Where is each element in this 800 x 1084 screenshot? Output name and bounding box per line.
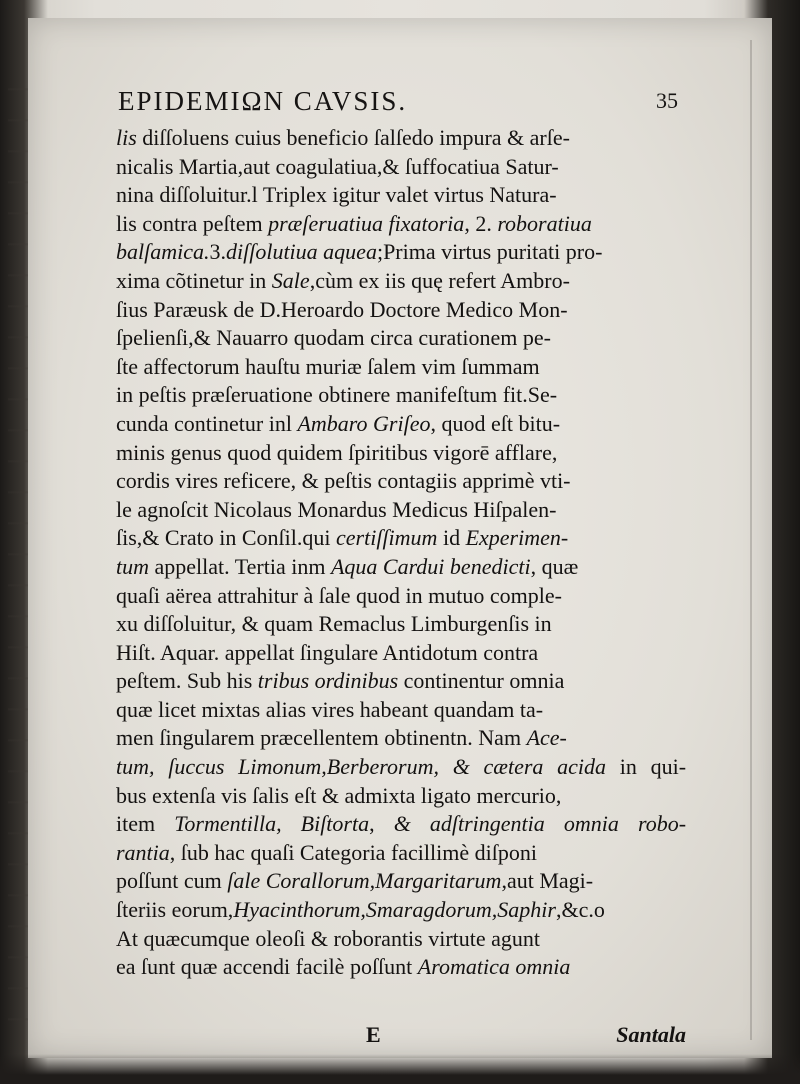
italic-run: lis: [116, 125, 137, 150]
text-run: xu diſſoluitur, & quam Remaclus Limburgenſis in: [116, 611, 552, 637]
text-run: de D.Heroardo Doctore Medico Mon-: [227, 296, 568, 322]
binding-gutter: [8, 60, 30, 1040]
text-run: cordis vires reficere, & peſtis contagiis apprimè vti-: [116, 468, 571, 494]
text-run: n: [456, 725, 468, 751]
text-run: poſſunt cum: [116, 868, 228, 894]
text-line: [116, 439, 686, 468]
text-line: [116, 181, 686, 210]
text-run: k: [216, 296, 228, 322]
running-header: [118, 86, 678, 122]
italic-run: Hyacinthorum,Smaragdorum,Saphir: [233, 897, 556, 923]
text-run: l: [285, 410, 292, 436]
body-text: [116, 124, 686, 982]
text-run: nicalis Martia,aut coagulatiua,& ſuffocatiua Satur-: [116, 153, 559, 179]
text-line: [116, 467, 686, 496]
page-edge: [750, 40, 752, 1040]
italic-run: tribus ordinibus: [257, 668, 399, 694]
italic-run: ſale Corallorum,Margaritarum: [227, 868, 502, 894]
text-line: [116, 410, 686, 439]
text-run: appellat. Tertia in: [149, 553, 309, 579]
text-line: [116, 753, 686, 782]
page-number: 35: [656, 88, 678, 113]
running-title: EPIDEMIΩN CAVSIS.: [118, 86, 408, 116]
text-run: Hiſt. Aquar. appellat ſingulare Antidotum contra: [116, 639, 539, 665]
text-run: o: [593, 897, 605, 923]
text-run: ſte affectorum hauſtu muriæ ſalem vim ſummam: [116, 353, 540, 379]
text-run: m: [308, 553, 326, 579]
text-line: [116, 782, 686, 811]
text-run: At quæcumque oleoſi & roborantis virtute agunt: [116, 925, 541, 951]
text-run: 3.: [209, 239, 226, 265]
text-line: [116, 324, 686, 353]
page-footer: [116, 1022, 686, 1050]
text-run: ſius Paræus: [116, 296, 217, 322]
text-line: [116, 867, 686, 896]
text-line: [116, 353, 686, 382]
text-run: ;Prima virtus puritati pro-: [376, 239, 603, 265]
text-run: peſtem. Sub his: [116, 668, 258, 694]
text-run: bus extenſa vis ſalis eſt & admixta ligato mercurio,: [116, 782, 562, 808]
text-run: . Nam: [467, 725, 527, 751]
text-run: in peſtis præſeruatione obtinere manifeſtum fit.Se-: [116, 382, 558, 408]
italic-run: balſamica.: [116, 239, 210, 265]
text-line: [116, 667, 686, 696]
text-run: , ſub hac quaſi Categoria facillimè diſponi: [169, 839, 537, 865]
italic-run: Sale: [271, 267, 310, 293]
text-run: l: [251, 182, 258, 208]
text-line: [116, 839, 686, 868]
text-line: [116, 582, 686, 611]
text-line: [116, 496, 686, 525]
text-line: [116, 153, 686, 182]
text-line: [116, 210, 686, 239]
signature-mark: E: [366, 1022, 381, 1047]
italic-run: Aromatica omnia: [417, 954, 571, 980]
text-run: diſſoluens cuius beneficio ſalſedo impura & arſe-: [136, 125, 570, 150]
italic-run: & adſtringentia omnia robo-: [393, 811, 686, 837]
italic-run: Experimen-: [465, 525, 569, 551]
text-run: , 2.: [464, 210, 498, 236]
text-run: in qui-: [606, 754, 686, 780]
text-run: lis contra peſtem: [116, 210, 269, 236]
text-run: ea ſunt quæ accendi facilè poſſunt: [116, 954, 418, 980]
text-line: [116, 124, 686, 153]
text-line: [116, 524, 686, 553]
text-line: [116, 381, 686, 410]
italic-run: rantia: [116, 839, 170, 865]
italic-run: certiſſimum: [336, 525, 438, 551]
italic-run: roboratiua: [497, 210, 592, 236]
text-run: ,: [369, 811, 394, 837]
text-line: [116, 296, 686, 325]
text-run: id: [437, 525, 466, 551]
italic-run: Tormentilla, Biſtorta: [174, 811, 370, 837]
italic-run: Ace-: [526, 725, 567, 751]
text-run: ,&c.: [555, 897, 594, 923]
italic-run: diſſolutiua aquea: [226, 239, 377, 265]
italic-run: præſeruatiua fixatoria: [268, 210, 465, 236]
text-line: [116, 610, 686, 639]
text-run: continentur omnia: [398, 668, 565, 694]
text-run: , quod eſt bitu-: [430, 410, 561, 436]
text-run: quæ licet mixtas alias vires habeant quandam ta-: [116, 696, 544, 722]
text-line: [116, 639, 686, 668]
text-run: ,cùm ex iis quę refert Ambro-: [309, 267, 570, 293]
text-run: xima cõtinetur in: [116, 267, 272, 293]
text-line: [116, 896, 686, 925]
italic-run: Aqua Cardui benedicti: [330, 553, 531, 579]
text-run: minis genus quod quidem ſpiritibus vigorē afflare,: [116, 439, 558, 465]
catchword: Santala: [616, 1022, 686, 1047]
italic-run: Ambaro Griſeo: [297, 410, 431, 436]
text-line: [116, 953, 686, 982]
text-run: ſpelienſi,& Nauarro quodam circa curationem pe-: [116, 325, 551, 351]
text-run: ſteriis eorum,: [116, 897, 234, 923]
text-run: Triplex igitur valet virtus Natura-: [257, 182, 557, 208]
text-run: ſis,& Crato in Conſil.qui: [116, 525, 337, 551]
text-run: quaſi aërea attrahitur à ſale quod in mutuo comple-: [116, 582, 562, 608]
text-run: le agnoſcit Nicolaus Monardus Medicus Hiſpalen-: [116, 496, 557, 522]
text-line: [116, 925, 686, 954]
text-line: [116, 724, 686, 753]
text-run: item: [116, 811, 175, 837]
italic-run: tum: [116, 553, 149, 579]
text-line: [116, 553, 686, 582]
bottom-shadow: [0, 1054, 800, 1084]
text-line: [116, 810, 686, 839]
italic-run: tum, ſuccus Limonum,Berberorum, & cætera acida: [116, 754, 607, 780]
text-line: [116, 696, 686, 725]
text-run: ,aut Magi-: [501, 868, 594, 894]
text-run: cunda continetur in: [116, 410, 286, 436]
text-line: [116, 238, 686, 267]
text-line: [116, 267, 686, 296]
text-run: nina diſſoluitur.: [116, 182, 252, 208]
text-run: men ſingularem præcellentem obtinent: [116, 725, 457, 751]
text-run: , quæ: [530, 553, 579, 579]
